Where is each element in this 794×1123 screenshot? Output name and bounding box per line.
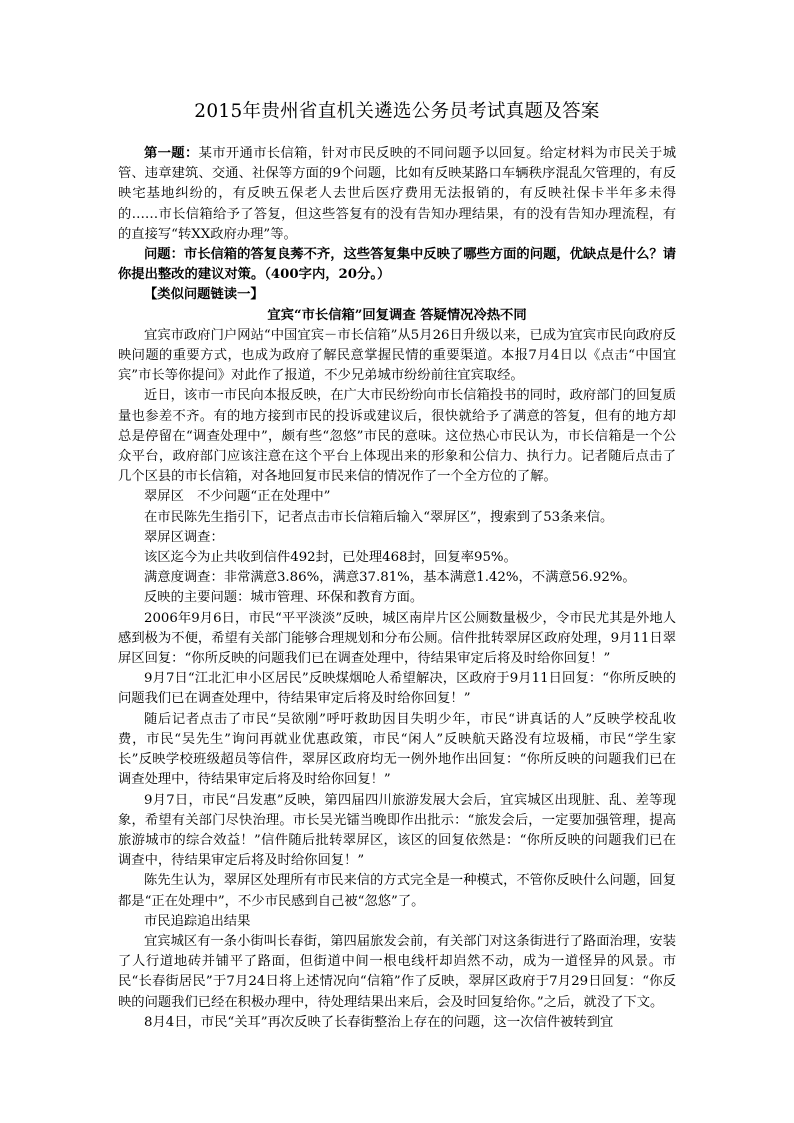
article-paragraph: 宜宾城区有一条小街叫长春街，第四届旅发会前，有关部门对这条街进行了路面治理，安装了人行道地砖并铺平了路面，但街道中间一根电线杆却岿然不动，成为一道怪异的风景。市民“长春街居民”于7月24日将上述情况向“信箱”作了反映，翠屏区政府于7月29日回复：“你反映的问题我们已经在积极办理中，待处理结果出来后，会及时回复给你。”之后，就没了下文。 bbox=[118, 933, 676, 1010]
article-paragraph: 满意度调查：非常满意3.86%，满意37.81%，基本满意1.42%，不满意56.92%。 bbox=[144, 570, 636, 586]
article-paragraph: 9月7日，市民“吕发惠”反映，第四届四川旅游发展大会后，宜宾城区出现脏、乱、差等现象，希望有关部门尽快治理。市长吴光镭当晚即作出批示：“旅发会后，一定要加强管理，提高旅游城市的综合效益！”信件随后批转翠屏区，该区的回复依然是：“你所反映的问题我们已在调查中，待结果审定后将及时给你回复！” bbox=[118, 792, 676, 869]
question-one-text: 某市开通市长信箱，针对市民反映的不同问题予以回复。给定材料为市民关于城管、违章建筑、交通、社保等方面的9个问题，比如有反映某路口车辆秩序混乱欠管理的，有反映宅基地纠纷的，有反映五保老人去世后医疗费用无法报销的，有反映社保卡半年多未得的……市长信箱给予了答复，但这些答复有的没有告知办理结果，有的没有告知办理流程，有的直接写“转XX政府办理”等。 bbox=[118, 146, 677, 242]
article-paragraph: 9月7日“江北汇申小区居民”反映煤烟呛人希望解决，区政府于9月11日回复：“你所反映的问题我们已在调查处理中，待结果审定后将及时给你回复！” bbox=[118, 671, 676, 707]
section-heading: 市民追踪追出结果 bbox=[144, 913, 251, 929]
document-title: 2015年贵州省直机关遴选公务员考试真题及答案 bbox=[194, 101, 600, 122]
question-one-label: 第一题： bbox=[144, 146, 199, 161]
article-paragraph: 反映的主要问题：城市管理、环保和教育方面。 bbox=[144, 590, 424, 606]
related-reading-heading: 【类似问题链读一】 bbox=[144, 287, 264, 303]
section-heading: 翠屏区 不少问题“正在处理中” bbox=[144, 489, 331, 505]
article-paragraph: 近日，该市一市民向本报反映，在广大市民纷纷向市长信箱投书的同时，政府部门的回复质量也参差不齐。有的地方接到市民的投诉或建议后，很快就给予了满意的答复，但有的地方却总是停留在“调查处理中”，颇有些“忽悠”市民的意味。这位热心市民认为，市长信箱是一个公众平台，政府部门应该注意在这个平台上体现出来的形象和公信力、执行力。记者随后点击了几个区县的市长信箱，对各地回复市民来信的情况作了一个全方位的了解。 bbox=[118, 388, 676, 485]
article-paragraph: 宜宾市政府门户网站“中国宜宾－市长信箱”从5月26日升级以来，已成为宜宾市民向政府反映问题的重要方式，也成为政府了解民意掌握民情的重要渠道。本报7月4日以《点击“中国宜宾”市长等你提问》对此作了报道，不少兄弟城市纷纷前往宜宾取经。 bbox=[118, 327, 676, 384]
document-body bbox=[118, 144, 676, 1033]
article-paragraph: 8月4日，市民“关耳”再次反映了长春街整治上存在的问题，这一次信件被转到宜 bbox=[144, 1014, 614, 1030]
article-paragraph: 陈先生认为，翠屏区处理所有市民来信的方式完全是一种模式，不管你反映什么问题，回复都是“正在处理中”，不少市民感到自己被“忽悠”了。 bbox=[118, 873, 676, 909]
article-paragraph: 2006年9月6日，市民“平平淡淡”反映，城区南岸片区公厕数量极少，令市民尤其是外地人感到极为不便，希望有关部门能够合理规划和分布公厕。信件批转翠屏区政府处理，9月11日翠屏区回复：“你所反映的问题我们已在调查处理中，待结果审定后将及时给你回复！” bbox=[118, 610, 676, 667]
document-page bbox=[118, 100, 676, 1033]
article-paragraph: 在市民陈先生指引下，记者点击市长信箱后输入“翠屏区”，搜索到了53条来信。 bbox=[144, 509, 614, 525]
article-paragraph: 翠屏区调查： bbox=[144, 529, 224, 545]
question-one-ask: 问题：市长信箱的答复良莠不齐，这些答复集中反映了哪些方面的问题，优缺点是什么？请你提出整改的建议对策。（400字内，20分。） bbox=[118, 247, 676, 283]
question-one-paragraph bbox=[118, 144, 676, 245]
article-paragraph: 随后记者点击了市民“吴欲刚”呼吁救助因目失明少年，市民“讲真话的人”反映学校乱收费，市民“吴先生”询问再就业优惠政策，市民“闲人”反映航天路没有垃圾桶，市民“学生家长”反映学校班级超员等信件，翠屏区政府均无一例外地作出回复：“你所反映的问题我们已在调查处理中，待结果审定后将及时给你回复！” bbox=[118, 711, 676, 788]
article-paragraph: 该区迄今为止共收到信件492封，已处理468封，回复率95%。 bbox=[144, 550, 517, 566]
article-title: 宜宾“市长信箱”回复调查 答疑情况冷热不同 bbox=[267, 307, 527, 323]
